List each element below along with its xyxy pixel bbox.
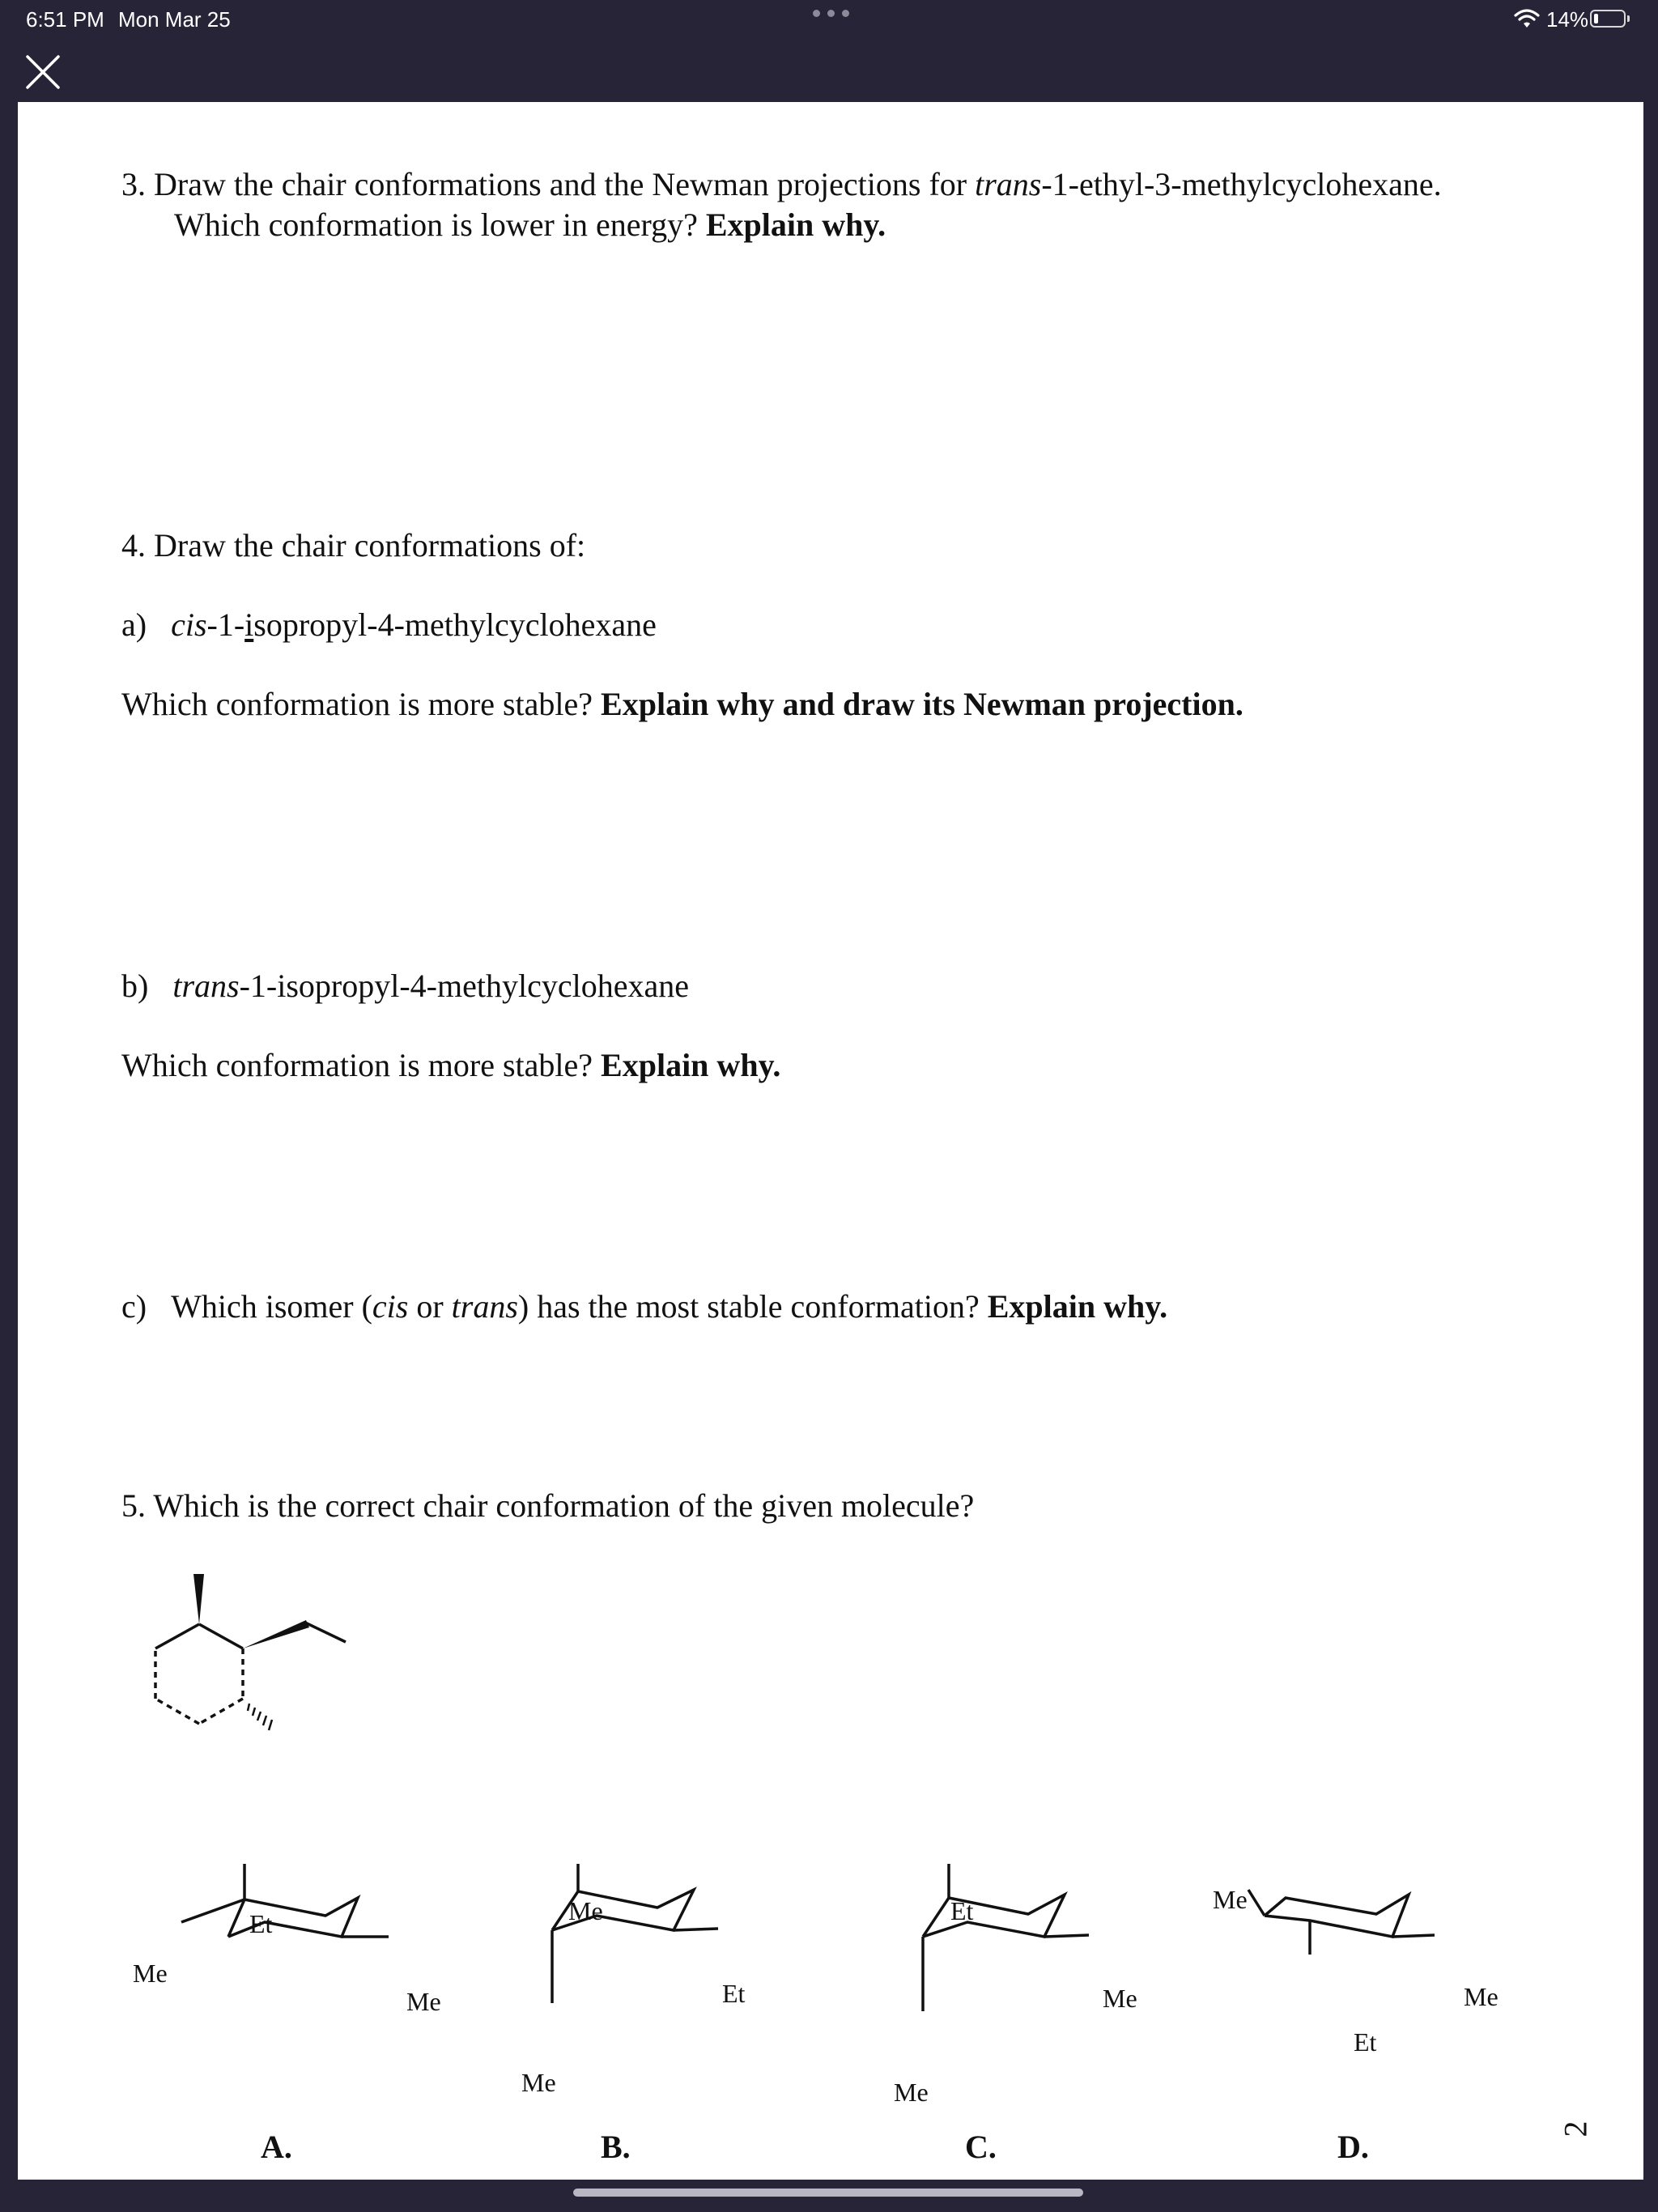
document-page	[18, 102, 1643, 2180]
option-a-sub-top: Et	[249, 1909, 273, 1938]
q4a-line: a) cis-1-isopropyl-4-methylcyclohexane	[121, 606, 657, 643]
q4-heading: 4. Draw the chair conformations of:	[121, 527, 586, 564]
page-number: 2	[1557, 2121, 1594, 2138]
option-d-sub-left: Me	[1213, 1885, 1248, 1914]
option-d-label[interactable]: D.	[1337, 2129, 1369, 2165]
option-a-sub-left: Me	[133, 1959, 168, 1988]
status-date: Mon Mar 25	[118, 7, 231, 32]
close-icon[interactable]	[24, 53, 62, 91]
status-time: 6:51 PM	[26, 7, 104, 32]
battery-percent: 14%	[1546, 7, 1589, 32]
q5-line: 5. Which is the correct chair conformation of the given molecule?	[121, 1487, 975, 1524]
q3-line1: 3. Draw the chair conformations and the Newman projections for trans-1-ethyl-3-methylcyclohexane.	[121, 166, 1442, 202]
option-b-sub-bottom: Me	[521, 2068, 556, 2097]
status-bar	[0, 0, 1658, 39]
option-c-chair	[891, 1841, 1133, 2035]
option-b-sub-top: Me	[568, 1896, 603, 1925]
q4c-line: c) Which isomer (cis or trans) has the most stable conformation? Explain why.	[121, 1288, 1168, 1325]
option-b-sub-right: Et	[722, 1979, 746, 2008]
battery-level	[1594, 14, 1598, 23]
battery-icon	[1590, 10, 1626, 28]
given-molecule-structure	[123, 1559, 366, 1859]
home-indicator[interactable]	[573, 2189, 1083, 2197]
option-a-chair	[180, 1841, 423, 2027]
option-a-label[interactable]: A.	[261, 2129, 292, 2165]
option-d-sub-right: Me	[1464, 1982, 1499, 2011]
option-a-sub-right: Me	[406, 1987, 441, 2016]
multitasking-dots-icon[interactable]	[813, 10, 849, 17]
option-c-sub-right: Me	[1103, 1984, 1137, 2013]
q4b-question: Which conformation is more stable? Explain why.	[121, 1047, 781, 1083]
option-b-label[interactable]: B.	[601, 2129, 631, 2165]
battery-cap	[1627, 15, 1630, 22]
wifi-icon	[1514, 8, 1540, 29]
q4a-question: Which conformation is more stable? Explain why and draw its Newman projection.	[121, 686, 1244, 722]
option-d-sub-bottom: Et	[1354, 2027, 1377, 2057]
q3-line2: Which conformation is lower in energy? Explain why.	[174, 206, 886, 243]
option-d-chair	[1214, 1841, 1506, 2019]
option-c-sub-top: Et	[950, 1896, 974, 1925]
option-c-sub-bottom: Me	[894, 2078, 929, 2107]
q4b-line: b) trans-1-isopropyl-4-methylcyclohexane	[121, 968, 689, 1004]
option-c-label[interactable]: C.	[965, 2129, 997, 2165]
